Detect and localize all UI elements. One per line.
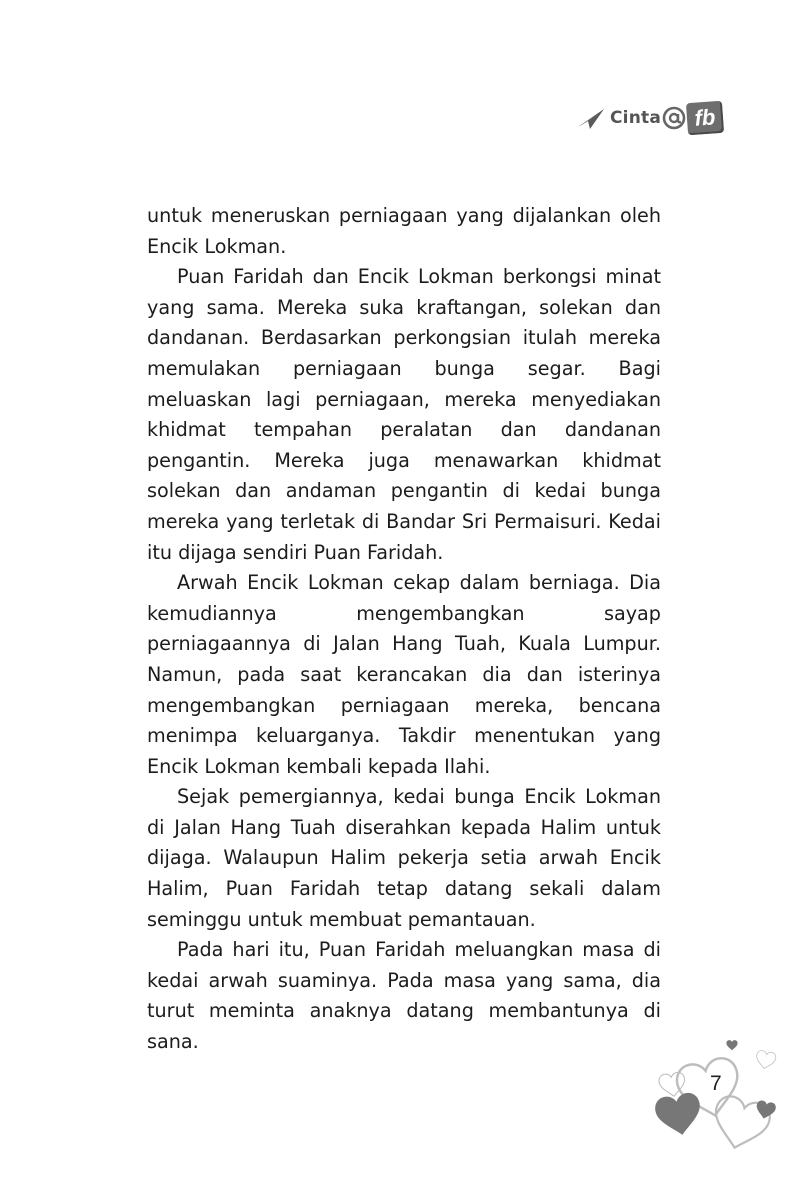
paragraph-2: Puan Faridah dan Encik Lokman berkongsi minat yang sama. Mereka suka kraftangan, solekan dan dandanan. Berdasarkan perkongsian itulah mereka memulakan perniagaan bunga segar. Bagi meluaskan lagi perniagaan, mereka menyediakan khidmat tempahan peralatan dan dandanan pengantin. Mereka juga menawarkan khidmat solekan dan andaman pengantin di kedai bunga mereka yang terletak di Bandar Sri Permaisuri. Kedai itu dijaga sendiri Puan Faridah. — [147, 265, 661, 564]
fb-badge: fb — [686, 101, 724, 135]
paragraph-5: Pada hari itu, Puan Faridah meluangkan masa di kedai arwah suaminya. Pada masa yang sama, dia turut meminta anaknya datang membantunya di sana. — [147, 938, 661, 1054]
book-header — [576, 100, 723, 136]
paragraph-1: untuk meneruskan perniagaan yang dijalankan oleh Encik Lokman. — [147, 204, 661, 258]
paragraph-3: Arwah Encik Lokman cekap dalam berniaga. Dia kemudiannya mengembangkan sayap perniagaannya di Jalan Hang Tuah, Kuala Lumpur. Namun, pada saat kerancakan dia dan isterinya mengembangkan perniagaan mereka, bencana menimpa keluarganya. Takdir menentukan yang Encik Lokman kembali kepada Ilahi. — [147, 571, 661, 778]
paragraph-4: Sejak pemergiannya, kedai bunga Encik Lokman di Jalan Hang Tuah diserahkan kepada Halim untuk dijaga. Walaupun Halim pekerja setia arwah Encik Halim, Puan Faridah tetap datang sekali dalam seminggu untuk membuat pemantauan. — [147, 785, 661, 931]
page-body — [147, 201, 661, 1058]
header-brand-text: Cinta — [610, 108, 662, 128]
paper-plane-icon — [576, 105, 606, 131]
page-number: 7 — [710, 1072, 722, 1095]
at-sign-icon — [662, 106, 686, 130]
